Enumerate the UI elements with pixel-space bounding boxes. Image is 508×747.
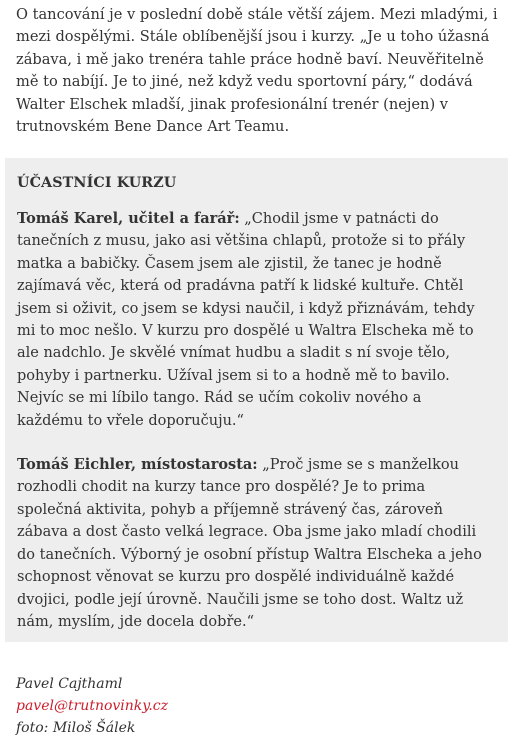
participant-quote: „Chodil jsme v patnácti do tanečních z musu, jako asi většina chlapů, protože si to přály matka a babičky. Časem jsem ale zjistil, že tanec je hodně zajímavá věc, která od pradávna patří k lidské kultuře. Chtěl jsem si oživit, co jsem se kdysi naučil, i když přiznávám, tehdy mi to moc nešlo. V kurzu pro dospělé u Waltra Elscheka mě to ale nadchlo. Je skvělé vnímat hudbu a sladit s ní svoje tělo, pohyby i partnerku. Užíval jsem si to a hodně mě to bavilo. Nejvíc se mi líbilo tango. Rád se učím cokoliv nového a každému to vřele doporučuju.“ — [17, 211, 475, 429]
author-name: Pavel Cajthaml — [16, 676, 123, 692]
participant-name: Tomáš Karel, učitel a farář: — [17, 210, 240, 227]
participants-title: ÚČASTNÍCI KURZU — [17, 175, 177, 191]
participant-name: Tomáš Eichler, místostarosta: — [17, 456, 258, 474]
participant-quote: „Proč jsme se s manželkou rozhodli chodit na kurzy tance pro dospělé? Je to prima společná aktivita, pohyb a příjemně strávený čas, zároveň zábava a dost často velká legrace. Oba jsme jako mladí chodili do tanečních. Výborný je osobní přístup Waltra Elscheka a jeho schopnost věnovat se kurzu pro dospělé individuálně každé dvojici, podle její úrovně. Naučili jsme se toho dost. Waltz už nám, myslím, jde docela dobře.“ — [17, 457, 482, 630]
article-signature — [16, 673, 168, 739]
intro-paragraph: O tancování je v poslední době stále větší zájem. Mezi mladými, i mezi dospělými. Stále oblíbenější jsou i kurzy. „Je u toho úžasná zábava, i mě jako trenéra tahle práce hodně baví. Neuvěřitelně mě to nabíjí. Je to jiné, než když vedu sportovní páry,“ dodává Walter Elschek mladší, jinak profesionální trenér (nejen) v trutnovském Bene Dance Art Teamu. — [16, 6, 498, 136]
participant-entry — [17, 454, 490, 633]
participant-entry — [17, 208, 490, 432]
participants-box — [5, 158, 508, 642]
photo-credit: foto: Miloš Šálek — [16, 720, 136, 736]
author-email-link[interactable]: pavel@trutnovinky.cz — [16, 698, 168, 714]
